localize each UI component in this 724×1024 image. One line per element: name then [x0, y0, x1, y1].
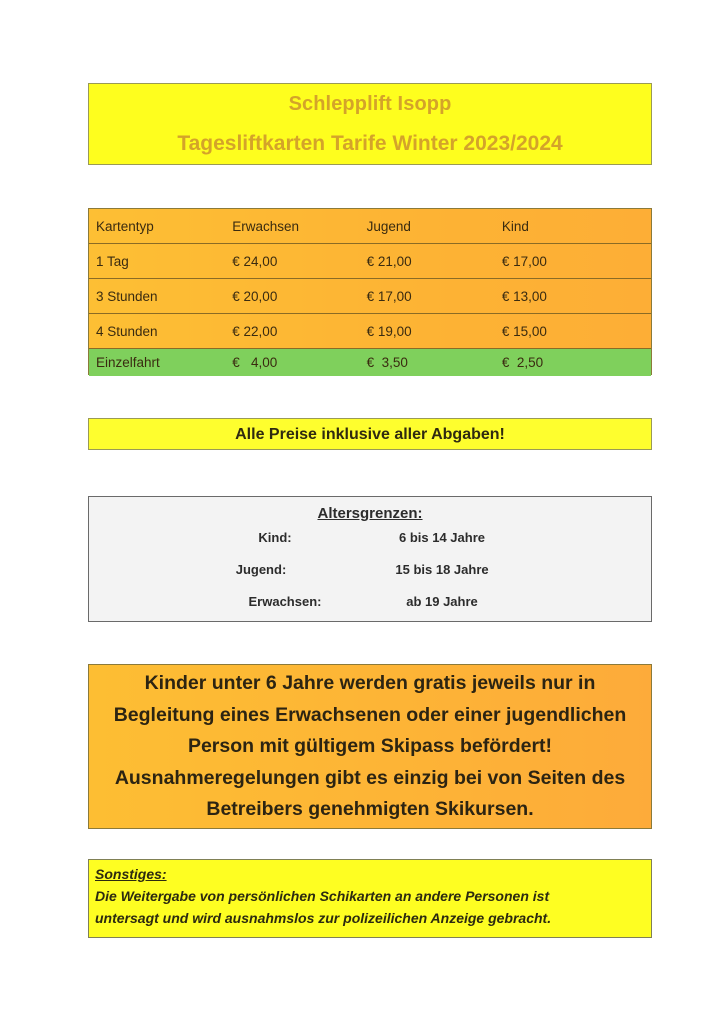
- title-banner: [88, 83, 652, 165]
- price-table: [88, 208, 652, 375]
- age-limits-box: [88, 496, 652, 622]
- lift-name: Schlepplift Isopp: [288, 93, 452, 115]
- price-child: € 15,00: [501, 323, 547, 339]
- notice-line: Person mit gültigem Skipass befördert!: [187, 735, 553, 757]
- age-row: [89, 554, 651, 586]
- age-value: 6 bis 14 Jahre: [399, 530, 485, 545]
- price-adult: € 22,00: [232, 323, 278, 339]
- price-child: € 13,00: [501, 288, 547, 304]
- children-notice: [88, 664, 652, 829]
- table-row-single-ride: [89, 349, 651, 376]
- price-adult: € 24,00: [232, 253, 278, 269]
- price-child: € 17,00: [501, 253, 547, 269]
- ticket-type: 1 Tag: [96, 253, 129, 269]
- price-youth: € 21,00: [366, 253, 412, 269]
- column-header: Erwachsen: [232, 218, 300, 234]
- table-row: [89, 279, 651, 314]
- price-youth: € 19,00: [366, 323, 412, 339]
- age-limits-title: Altersgrenzen:: [317, 505, 423, 522]
- age-label: Jugend:: [235, 562, 287, 577]
- misc-box: [88, 859, 652, 938]
- notice-line: Begleitung eines Erwachsenen oder einer jugendlichen: [113, 703, 627, 726]
- price-youth: € 17,00: [366, 288, 412, 304]
- age-value: 15 bis 18 Jahre: [395, 562, 489, 577]
- column-header: Jugend: [366, 218, 411, 234]
- ticket-type: 3 Stunden: [96, 288, 158, 304]
- table-row: [89, 244, 651, 279]
- tax-note: Alle Preise inklusive aller Abgaben!: [88, 418, 652, 450]
- table-header-row: [89, 209, 651, 244]
- notice-line: Ausnahmeregelungen gibt es einzig bei von Seiten des: [114, 766, 626, 789]
- age-value: ab 19 Jahre: [406, 594, 478, 609]
- table-row: [89, 314, 651, 349]
- misc-line: Die Weitergabe von persönlichen Schikarten an andere Personen ist: [95, 888, 550, 904]
- age-label: Erwachsen:: [248, 594, 322, 609]
- notice-line: Kinder unter 6 Jahre werden gratis jeweils nur in: [144, 672, 596, 694]
- age-row: [89, 522, 651, 554]
- misc-title: Sonstiges:: [95, 866, 167, 882]
- ticket-type: Einzelfahrt: [96, 355, 160, 370]
- price-child: € 2,50: [501, 355, 544, 370]
- tariff-title: Tagesliftkarten Tarife Winter 2023/2024: [177, 132, 563, 155]
- notice-line: Betreibers genehmigten Skikursen.: [206, 798, 534, 820]
- ticket-type: 4 Stunden: [96, 323, 158, 339]
- age-row: [89, 586, 651, 618]
- price-adult: € 20,00: [232, 288, 278, 304]
- column-header: Kartentyp: [96, 218, 154, 234]
- column-header: Kind: [501, 218, 529, 234]
- age-label: Kind:: [258, 530, 292, 545]
- price-adult: € 4,00: [232, 355, 278, 370]
- misc-line: untersagt und wird ausnahmslos zur polizeilichen Anzeige gebracht.: [95, 910, 552, 926]
- price-youth: € 3,50: [366, 355, 408, 370]
